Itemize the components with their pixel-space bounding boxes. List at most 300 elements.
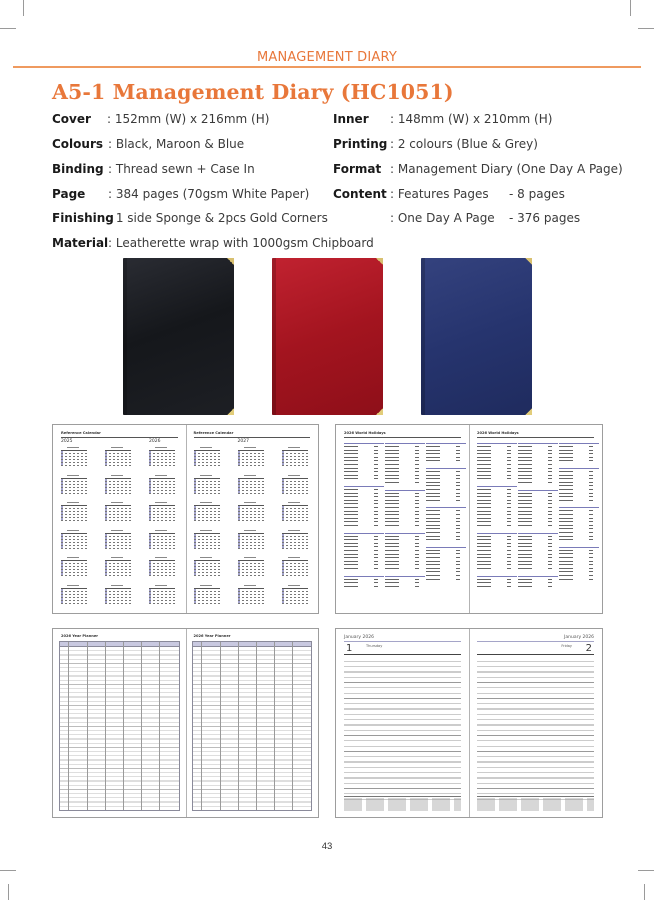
page-heading: 2026 Year Planner — [61, 634, 99, 638]
holiday-row — [344, 489, 384, 490]
holiday-row — [559, 485, 599, 486]
holiday-region-heading — [518, 490, 558, 491]
holiday-row — [344, 525, 384, 526]
cover-black — [123, 258, 234, 415]
holiday-row — [385, 561, 425, 562]
holiday-row — [385, 582, 425, 583]
planner-column — [292, 642, 293, 810]
year-label: 2026 — [149, 439, 161, 444]
holiday-row — [559, 482, 599, 483]
holiday-row — [344, 478, 384, 479]
holiday-row — [518, 579, 558, 580]
year-label: 2027 — [237, 439, 249, 444]
holiday-row — [518, 493, 558, 494]
holiday-row — [518, 500, 558, 501]
spec-value: : 148mm (W) x 210mm (H) — [390, 112, 553, 126]
holiday-row — [344, 475, 384, 476]
holiday-row — [477, 564, 517, 565]
holiday-row — [385, 457, 425, 458]
holiday-row — [385, 460, 425, 461]
holiday-row — [559, 500, 599, 501]
holiday-row — [385, 446, 425, 447]
holiday-row — [385, 564, 425, 565]
holiday-row — [426, 579, 466, 580]
holiday-row — [559, 564, 599, 565]
planner-column — [123, 642, 124, 810]
mini-month — [149, 475, 175, 497]
holiday-row — [426, 475, 466, 476]
crop-mark — [638, 28, 654, 29]
holiday-region-heading — [344, 576, 384, 577]
holiday-row — [344, 543, 384, 544]
holiday-row — [344, 561, 384, 562]
holiday-row — [426, 514, 466, 515]
holiday-row — [559, 518, 599, 519]
holiday-row — [426, 557, 466, 558]
holiday-row — [344, 493, 384, 494]
holiday-region-heading — [559, 507, 599, 508]
holiday-row — [518, 561, 558, 562]
holiday-row — [518, 564, 558, 565]
holiday-row — [477, 568, 517, 569]
holiday-row — [426, 561, 466, 562]
holiday-row — [477, 539, 517, 540]
holiday-row — [385, 539, 425, 540]
heading-rule — [477, 641, 594, 642]
holiday-row — [344, 557, 384, 558]
page-year-planner-right — [186, 629, 319, 817]
holiday-row — [559, 528, 599, 529]
holiday-region-heading — [477, 486, 517, 487]
spec-label: Format — [333, 162, 382, 176]
holiday-row — [559, 446, 599, 447]
holiday-row — [559, 553, 599, 554]
spine — [123, 258, 127, 415]
planner-rows — [60, 647, 179, 810]
holiday-row — [518, 482, 558, 483]
holiday-row — [385, 464, 425, 465]
holiday-row — [518, 525, 558, 526]
day-rule — [344, 654, 461, 655]
day-rule — [477, 654, 594, 655]
spec-label: Cover — [52, 112, 91, 126]
planner-column — [220, 642, 221, 810]
mini-month — [282, 447, 308, 469]
page-heading: Reference Calendar — [193, 431, 234, 435]
holiday-row — [344, 554, 384, 555]
heading-rule — [194, 437, 311, 438]
planner-column — [105, 642, 106, 810]
spec-label: Binding — [52, 162, 104, 176]
page-day-left — [336, 629, 469, 817]
mini-month — [194, 585, 220, 607]
gold-corner-icon — [376, 258, 383, 265]
holiday-row — [426, 460, 466, 461]
gold-corner-icon — [376, 408, 383, 415]
planner-rows — [193, 647, 312, 810]
page-world-holidays-right — [469, 425, 602, 613]
holiday-row — [344, 579, 384, 580]
holiday-row — [477, 554, 517, 555]
heading-rule — [344, 641, 461, 642]
holiday-region-heading — [518, 533, 558, 534]
holiday-region-heading — [426, 507, 466, 508]
holiday-row — [344, 536, 384, 537]
mini-calendar-strip — [344, 798, 461, 811]
holiday-row — [518, 446, 558, 447]
heading-rule — [344, 437, 461, 438]
holiday-row — [477, 536, 517, 537]
holiday-row — [426, 446, 466, 447]
holiday-row — [518, 450, 558, 451]
holiday-row — [559, 539, 599, 540]
planner-column — [141, 642, 142, 810]
mini-month — [282, 502, 308, 524]
holiday-region-heading — [518, 576, 558, 577]
mini-month — [105, 502, 131, 524]
mini-month — [105, 447, 131, 469]
writing-lines — [344, 657, 461, 801]
holiday-row — [518, 453, 558, 454]
holiday-row — [344, 453, 384, 454]
holiday-row — [559, 493, 599, 494]
holiday-row — [426, 489, 466, 490]
mini-month — [61, 447, 87, 469]
holiday-row — [559, 575, 599, 576]
spec-label: Finishing — [52, 211, 114, 225]
holiday-row — [477, 586, 517, 587]
mini-month — [149, 557, 175, 579]
page-reference-calendar-right — [186, 425, 319, 613]
mini-month — [282, 475, 308, 497]
holiday-row — [426, 500, 466, 501]
holiday-row — [518, 536, 558, 537]
page-number: 43 — [321, 841, 333, 852]
spec-label: Material — [52, 236, 109, 250]
cover-maroon — [272, 258, 383, 415]
mini-month — [61, 557, 87, 579]
spec-value: : 1 side Sponge & 2pcs Gold Corners — [108, 211, 328, 225]
holiday-region-heading — [477, 576, 517, 577]
spec-label: Page — [52, 187, 86, 201]
holiday-row — [385, 525, 425, 526]
holiday-row — [559, 489, 599, 490]
planner-column — [274, 642, 275, 810]
holiday-row — [426, 496, 466, 497]
spec-value: : Features Pages — [390, 187, 489, 201]
holiday-region-heading — [385, 490, 425, 491]
holiday-row — [559, 457, 599, 458]
holiday-row — [477, 489, 517, 490]
holiday-row — [344, 539, 384, 540]
holiday-region-heading — [344, 533, 384, 534]
holiday-row — [518, 568, 558, 569]
mini-month — [238, 585, 264, 607]
holiday-row — [385, 507, 425, 508]
planner-column — [68, 642, 69, 810]
spread-year-planner — [52, 628, 319, 818]
holiday-row — [518, 521, 558, 522]
spread-world-holidays — [335, 424, 603, 614]
holiday-row — [518, 468, 558, 469]
holiday-region-heading — [477, 443, 517, 444]
holiday-row — [477, 471, 517, 472]
mini-month — [105, 557, 131, 579]
month-heading: January 2026 — [344, 635, 374, 640]
holiday-region-heading — [344, 486, 384, 487]
holiday-row — [385, 550, 425, 551]
planner-column — [201, 642, 202, 810]
holiday-row — [477, 543, 517, 544]
holiday-row — [477, 464, 517, 465]
holiday-row — [477, 550, 517, 551]
spec-value: : One Day A Page — [390, 211, 495, 225]
year-label: 2025 — [61, 439, 73, 444]
mini-month — [61, 475, 87, 497]
holiday-row — [344, 518, 384, 519]
crop-mark — [638, 870, 654, 871]
holiday-row — [344, 503, 384, 504]
holiday-row — [477, 579, 517, 580]
holiday-row — [477, 518, 517, 519]
planner-table — [192, 641, 313, 811]
holiday-row — [477, 450, 517, 451]
holiday-row — [344, 586, 384, 587]
mini-month — [149, 502, 175, 524]
holiday-row — [426, 510, 466, 511]
holiday-row — [426, 532, 466, 533]
mini-month — [105, 475, 131, 497]
mini-month — [194, 475, 220, 497]
holiday-row — [385, 478, 425, 479]
cover-blue — [421, 258, 532, 415]
holiday-row — [518, 507, 558, 508]
holiday-row — [344, 496, 384, 497]
holiday-row — [344, 521, 384, 522]
mini-month — [105, 530, 131, 552]
spec-label: Inner — [333, 112, 369, 126]
day-number: 2 — [585, 643, 592, 654]
holiday-row — [385, 500, 425, 501]
page-day-right — [469, 629, 602, 817]
holiday-row — [344, 468, 384, 469]
holiday-row — [385, 496, 425, 497]
mini-month — [149, 530, 175, 552]
crop-mark — [23, 0, 24, 16]
holiday-row — [559, 536, 599, 537]
footer-rule — [477, 796, 594, 797]
holiday-row — [477, 478, 517, 479]
holiday-row — [518, 550, 558, 551]
section-divider — [13, 66, 641, 68]
holiday-row — [559, 450, 599, 451]
weekday-label: Friday — [561, 644, 572, 648]
holiday-row — [518, 539, 558, 540]
planner-column — [159, 642, 160, 810]
footer-rule — [344, 796, 461, 797]
holiday-row — [426, 539, 466, 540]
holiday-row — [385, 518, 425, 519]
holiday-row — [559, 478, 599, 479]
holiday-row — [426, 550, 466, 551]
holiday-row — [344, 511, 384, 512]
holiday-row — [559, 460, 599, 461]
holiday-row — [518, 511, 558, 512]
holiday-row — [385, 468, 425, 469]
spec-value: : Thread sewn + Case In — [108, 162, 255, 176]
planner-table — [59, 641, 180, 811]
holiday-row — [559, 568, 599, 569]
holiday-row — [426, 571, 466, 572]
page-world-holidays-left — [336, 425, 469, 613]
planner-column — [87, 642, 88, 810]
holiday-row — [344, 564, 384, 565]
spec-page-count: - 8 pages — [509, 187, 565, 201]
holiday-row — [518, 514, 558, 515]
holiday-row — [559, 475, 599, 476]
holiday-row — [344, 550, 384, 551]
holiday-row — [344, 546, 384, 547]
holiday-row — [426, 482, 466, 483]
crop-mark — [8, 884, 9, 900]
holiday-row — [385, 546, 425, 547]
holiday-row — [385, 482, 425, 483]
holiday-row — [477, 521, 517, 522]
holiday-row — [518, 557, 558, 558]
holiday-row — [477, 457, 517, 458]
spread-day-pages — [335, 628, 603, 818]
holiday-region-heading — [385, 533, 425, 534]
holiday-row — [518, 582, 558, 583]
gold-corner-icon — [227, 258, 234, 265]
mini-month — [282, 530, 308, 552]
holiday-row — [426, 518, 466, 519]
holiday-row — [385, 514, 425, 515]
holiday-region-heading — [385, 443, 425, 444]
holiday-row — [477, 468, 517, 469]
holiday-row — [426, 536, 466, 537]
holiday-row — [477, 475, 517, 476]
mini-month — [194, 557, 220, 579]
holiday-row — [477, 557, 517, 558]
mini-month — [194, 502, 220, 524]
holiday-row — [477, 493, 517, 494]
holiday-row — [385, 557, 425, 558]
holiday-row — [518, 518, 558, 519]
mini-month — [149, 585, 175, 607]
holiday-region-heading — [426, 468, 466, 469]
holiday-region-heading — [559, 443, 599, 444]
holiday-row — [518, 496, 558, 497]
mini-month — [61, 530, 87, 552]
holiday-row — [385, 471, 425, 472]
spine — [272, 258, 276, 415]
holiday-row — [344, 471, 384, 472]
section-label: MANAGEMENT DIARY — [256, 50, 398, 65]
heading-rule — [61, 437, 178, 438]
holiday-row — [518, 586, 558, 587]
holiday-row — [559, 514, 599, 515]
holiday-row — [385, 450, 425, 451]
holiday-row — [559, 561, 599, 562]
spec-label: Colours — [52, 137, 104, 151]
mini-month — [61, 585, 87, 607]
holiday-row — [477, 514, 517, 515]
holiday-row — [559, 521, 599, 522]
spec-label: Content — [333, 187, 387, 201]
planner-column — [238, 642, 239, 810]
holiday-row — [385, 554, 425, 555]
mini-month — [238, 447, 264, 469]
holiday-region-heading — [344, 443, 384, 444]
holiday-row — [559, 496, 599, 497]
gold-corner-icon — [525, 258, 532, 265]
holiday-row — [344, 582, 384, 583]
mini-month — [194, 530, 220, 552]
spec-label: Printing — [333, 137, 388, 151]
mini-month — [149, 447, 175, 469]
mini-month — [238, 557, 264, 579]
mini-month — [238, 475, 264, 497]
spine — [421, 258, 425, 415]
spread-reference-calendar — [52, 424, 319, 614]
holiday-row — [344, 457, 384, 458]
holiday-row — [426, 528, 466, 529]
holiday-row — [518, 546, 558, 547]
holiday-row — [385, 493, 425, 494]
holiday-row — [344, 464, 384, 465]
holiday-row — [559, 550, 599, 551]
crop-mark — [0, 870, 16, 871]
holiday-row — [426, 450, 466, 451]
gold-corner-icon — [525, 408, 532, 415]
holiday-row — [344, 446, 384, 447]
holiday-region-heading — [477, 533, 517, 534]
holiday-row — [426, 453, 466, 454]
holiday-row — [477, 453, 517, 454]
page-reference-calendar-left — [53, 425, 186, 613]
day-number: 1 — [346, 643, 353, 654]
spec-value: : 2 colours (Blue & Grey) — [390, 137, 538, 151]
mini-month — [238, 530, 264, 552]
holiday-row — [344, 450, 384, 451]
holiday-row — [559, 579, 599, 580]
holiday-row — [559, 525, 599, 526]
writing-lines — [477, 657, 594, 801]
spec-value: : Leatherette wrap with 1000gsm Chipboard — [108, 236, 374, 250]
holiday-row — [426, 493, 466, 494]
mini-month — [61, 502, 87, 524]
holiday-row — [426, 564, 466, 565]
mini-month — [194, 447, 220, 469]
holiday-row — [518, 475, 558, 476]
holiday-row — [518, 478, 558, 479]
holiday-row — [385, 579, 425, 580]
holiday-region-heading — [426, 443, 466, 444]
holiday-row — [426, 478, 466, 479]
page-heading: 2026 World Holidays — [477, 431, 519, 435]
holiday-row — [559, 471, 599, 472]
gold-corner-icon — [227, 408, 234, 415]
holiday-row — [344, 507, 384, 508]
holiday-row — [426, 521, 466, 522]
mini-month — [282, 557, 308, 579]
holiday-row — [559, 571, 599, 572]
weekday-label: Thursday — [366, 644, 383, 648]
spec-value: : 152mm (W) x 216mm (H) — [107, 112, 270, 126]
holiday-row — [477, 582, 517, 583]
holiday-region-heading — [559, 547, 599, 548]
